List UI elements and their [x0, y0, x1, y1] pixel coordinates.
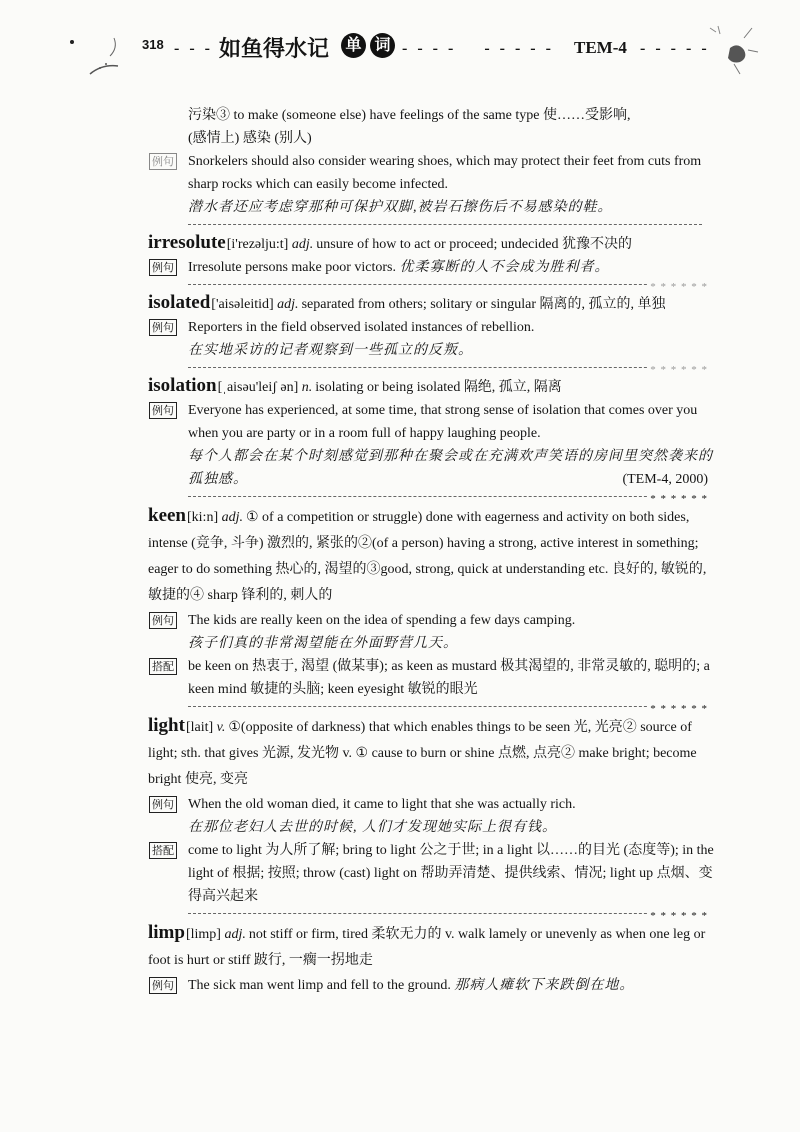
- headword: light: [148, 715, 185, 736]
- definition: not stiff or firm, tired 柔软无力的 v. walk lamely or unevenly as when one leg or foot is hurt or stiff 跛行, 一瘸一拐地走: [148, 927, 706, 968]
- dictionary-page: [148, 104, 718, 999]
- exam-label: TEM-4: [574, 38, 627, 57]
- entry-keen: [148, 503, 718, 701]
- entry-light: [148, 713, 718, 908]
- phonetic: ['aisəleitid]: [211, 297, 274, 312]
- entry-continuation: [148, 104, 718, 219]
- example-tag: 例句: [149, 259, 177, 276]
- exam-source: (TEM-4, 2000): [622, 472, 708, 487]
- example-english: Reporters in the field observed isolated instances of rebellion.: [188, 320, 535, 335]
- header-dashes-right: - - - - -: [640, 40, 710, 57]
- phonetic: [i'rezəlju:t]: [226, 237, 289, 252]
- example-tag: 例句: [149, 612, 177, 629]
- separator-stars: * * * * * *: [647, 488, 708, 511]
- example-english: When the old woman died, it came to light that she was actually rich.: [188, 797, 576, 812]
- headword: irresolute: [148, 232, 226, 253]
- collocation-text: be keen on 热衷于, 渴望 (做某事); as keen as mustard 极其渴望的, 非常灵敏的, 聪明的; a keen mind 敏捷的头脑; keen eyesight 敏锐的眼光: [188, 659, 710, 697]
- example-chinese: 在实地采访的记者观察到一些孤立的反叛。: [188, 343, 473, 358]
- right-corner-ornament: [690, 20, 760, 80]
- definition-line: (感情上) 感染 (别人): [188, 131, 312, 146]
- page-number: 318: [142, 37, 164, 52]
- title-badge-2: 词: [370, 33, 395, 58]
- headword: isolated: [148, 292, 211, 313]
- example-chinese: 潜水者还应考虑穿那种可保护双脚,被岩石擦伤后不易感染的鞋。: [188, 200, 613, 215]
- example-block: [148, 609, 718, 655]
- entry-limp: [148, 920, 718, 997]
- separator-stars: * * * * * *: [647, 276, 708, 299]
- headword: isolation: [148, 375, 217, 396]
- entry-isolated: [148, 291, 718, 362]
- entry-separator: [188, 493, 708, 505]
- separator-stars: * * * * * *: [647, 359, 708, 382]
- header-dashes-left: - - -: [174, 40, 213, 57]
- example-tag: 例句: [149, 153, 177, 170]
- entry-separator: [188, 703, 708, 715]
- phonetic: [lait]: [185, 720, 214, 735]
- definition: separated from others; solitary or singular 隔离的, 孤立的, 单独: [301, 297, 666, 312]
- part-of-speech: adj.: [291, 237, 314, 252]
- example-block: [148, 793, 718, 839]
- phonetic: [limp]: [185, 927, 221, 942]
- definition: ① of a competition or struggle) done with eagerness and activity on both sides, intense (竞争, 斗争) 激烈的, 紧张的②(of a person) having a strong, active interest in something; eager to do something 热心的, 渴望的③good, strong, quick at understanding etc. 良好的, 敏锐的, 敏捷的④ sharp 锋利的, 刺人的: [148, 510, 707, 603]
- entry-separator: [188, 364, 708, 376]
- part-of-speech: n.: [301, 380, 313, 395]
- phonetic: [ki:n]: [187, 510, 219, 525]
- headword: keen: [148, 505, 186, 526]
- example-block: [148, 150, 718, 219]
- example-chinese: 那病人瘫软下来跌倒在地。: [454, 978, 635, 993]
- separator-stars: * * * * * *: [647, 698, 708, 721]
- example-chinese: 优柔寡断的人不会成为胜利者。: [399, 260, 610, 275]
- example-english: The sick man went limp and fell to the ground.: [188, 978, 451, 993]
- part-of-speech: v.: [216, 720, 226, 735]
- example-english: The kids are really keen on the idea of spending a few days camping.: [188, 613, 576, 628]
- example-tag: 例句: [149, 977, 177, 994]
- collocation-block: [148, 655, 718, 701]
- entry-separator: [188, 910, 708, 922]
- example-chinese: 每个人都会在某个时刻感觉到那种在聚会或在充满欢声笑语的房间里突然袭来的孤独感。: [188, 449, 713, 487]
- example-english: Irresolute persons make poor victors.: [188, 260, 396, 275]
- entry-isolation: [148, 374, 718, 491]
- example-tag: 例句: [149, 796, 177, 813]
- part-of-speech: adj.: [224, 927, 246, 942]
- definition: unsure of how to act or proceed; undecided 犹豫不决的: [316, 237, 632, 252]
- header-dashes-mid: - - - - - - - - -: [402, 40, 554, 57]
- part-of-speech: adj.: [277, 297, 299, 312]
- collocation-block: [148, 839, 718, 908]
- page-header: [0, 0, 800, 90]
- headword: limp: [148, 922, 185, 943]
- entry-irresolute: [148, 231, 718, 279]
- example-block: [148, 974, 718, 997]
- example-tag: 例句: [149, 319, 177, 336]
- example-tag: 例句: [149, 402, 177, 419]
- phonetic: [ˌaisəu'leiʃ ən]: [217, 380, 299, 395]
- example-block: [148, 316, 718, 362]
- entry-separator: [188, 224, 702, 225]
- collocation-text: come to light 为人所了解; bring to light 公之于世; in a light 以……的目光 (态度等); in the light of 根据; 按照; throw (cast) light on 帮助弄清楚、提供线索、情况; light up 点烟、变得高兴起来: [188, 843, 714, 904]
- example-chinese: 孩子们真的非常渴望能在外面野营几天。: [188, 636, 458, 651]
- example-english: Everyone has experienced, at some time, that strong sense of isolation that comes over you when you are party or in a room full of happy laughing people.: [188, 403, 698, 441]
- series-title: 如鱼得水记: [219, 36, 330, 61]
- example-block: [148, 256, 718, 279]
- definition: isolating or being isolated 隔绝, 孤立, 隔离: [315, 380, 562, 395]
- example-block: [148, 399, 718, 491]
- collocation-tag: 搭配: [149, 658, 177, 675]
- definition-line: 污染③ to make (someone else) have feelings of the same type 使……受影响,: [188, 108, 631, 123]
- collocation-tag: 搭配: [149, 842, 177, 859]
- entry-separator: [188, 281, 708, 293]
- example-chinese: 在那位老妇人去世的时候, 人们才发现她实际上很有钱。: [188, 820, 557, 835]
- example-english: Snorkelers should also consider wearing shoes, which may protect their feet from cuts from sharp rocks which can easily become infected.: [188, 154, 702, 192]
- title-badge-1: 单: [341, 33, 366, 58]
- left-corner-ornament: [60, 30, 120, 80]
- separator-stars: * * * * * *: [647, 905, 708, 928]
- part-of-speech: adj.: [221, 510, 243, 525]
- definition: ①(opposite of darkness) that which enables things to be seen 光, 光亮② source of light; sth. that gives 光源, 发光物 v. ① cause to burn or shine 点燃, 点亮② make bright; become bright 使亮, 变亮: [148, 720, 697, 787]
